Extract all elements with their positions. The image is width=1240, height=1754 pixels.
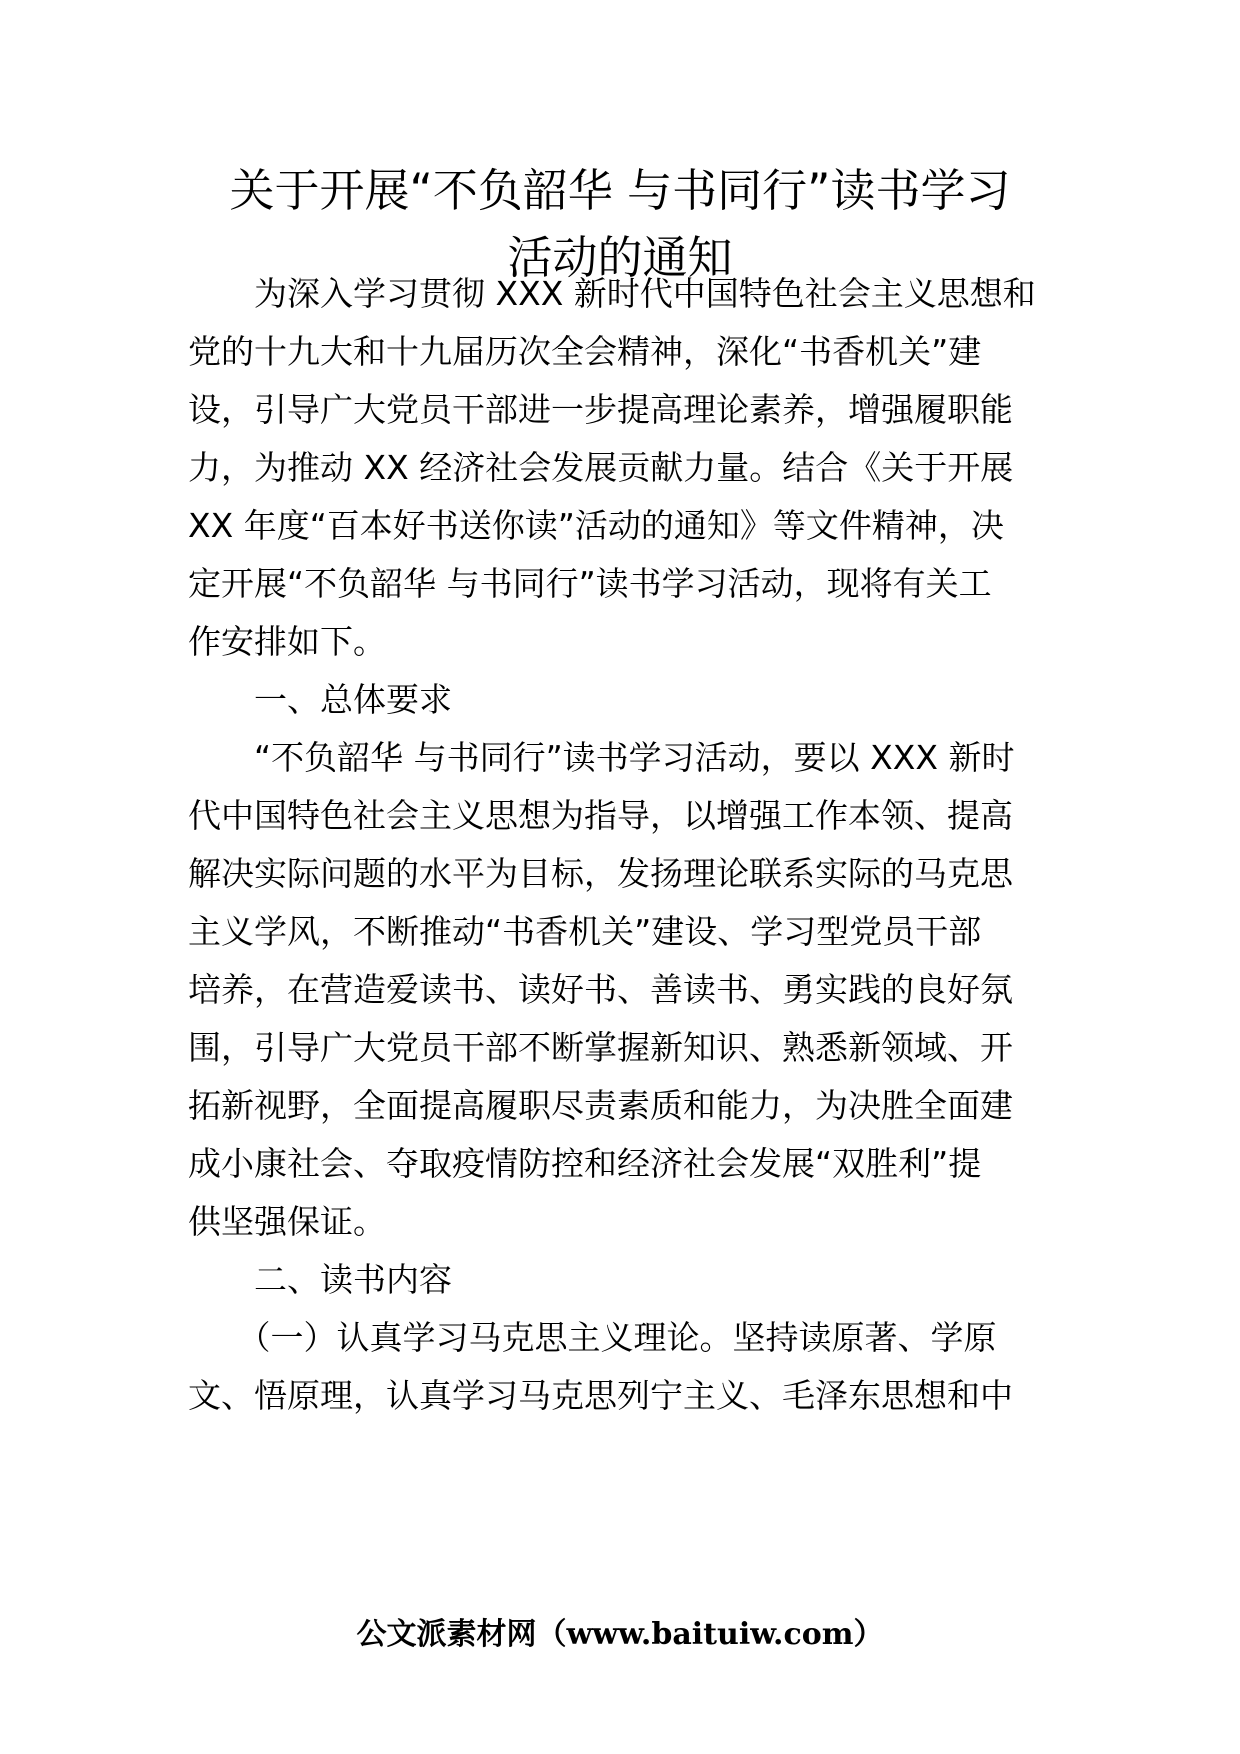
body-line: 力，为推动 XX 经济社会发展贡献力量。结合《关于开展 — [188, 448, 1014, 487]
body-line: 文、悟原理，认真学习马克思列宁主义、毛泽东思想和中 — [188, 1376, 1013, 1415]
body-line: 供坚强保证。 — [188, 1202, 386, 1241]
document-title-line-2: 活动的通知 — [507, 231, 733, 284]
section-heading: 一、总体要求 — [188, 680, 452, 719]
document-title-line-1: 关于开展“不负韶华 与书同行”读书学习 — [229, 164, 1011, 217]
body-line: 主义学风，不断推动“书香机关”建设、学习型党员干部 — [188, 912, 982, 951]
body-line: 培养，在营造爱读书、读好书、善读书、勇实践的良好氛 — [188, 970, 1013, 1009]
body-line: （一）认真学习马克思主义理论。坚持读原著、学原 — [188, 1318, 997, 1357]
body-line: “不负韶华 与书同行”读书学习活动，要以 XXX 新时 — [188, 738, 1015, 777]
body-line: 定开展“不负韶华 与书同行”读书学习活动，现将有关工 — [188, 564, 992, 603]
section-heading: 二、读书内容 — [188, 1260, 452, 1299]
body-line: 为深入学习贯彻 XXX 新时代中国特色社会主义思想和 — [188, 274, 1036, 313]
body-line: 党的十九大和十九届历次全会精神，深化“书香机关”建 — [188, 332, 982, 371]
footer-watermark-text: 公文派素材网（www.baituiw.com） — [356, 1617, 884, 1652]
body-line: 作安排如下。 — [188, 622, 386, 661]
body-line: 成小康社会、夺取疫情防控和经济社会发展“双胜利”提 — [188, 1144, 982, 1183]
body-line: 围，引导广大党员干部不断掌握新知识、熟悉新领域、开 — [188, 1028, 1013, 1067]
body-line: 拓新视野，全面提高履职尽责素质和能力，为决胜全面建 — [188, 1086, 1013, 1125]
body-line: 设，引导广大党员干部进一步提高理论素养，增强履职能 — [188, 390, 1013, 429]
body-line: 代中国特色社会主义思想为指导，以增强工作本领、提高 — [188, 796, 1013, 835]
body-line: 解决实际问题的水平为目标，发扬理论联系实际的马克思 — [188, 854, 1013, 893]
body-line: XX 年度“百本好书送你读”活动的通知》等文件精神，决 — [188, 506, 1004, 545]
